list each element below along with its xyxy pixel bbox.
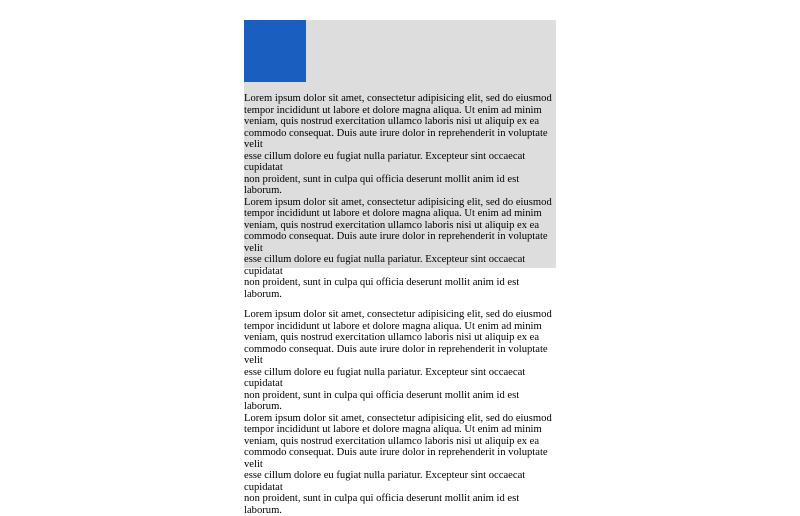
- blue-square-block: [244, 20, 306, 82]
- lorem-paragraph-2: Lorem ipsum dolor sit amet, consectetur adipisicing elit, sed do eiusmod tempor incididunt ut labore et dolore magna aliqua. Ut enim ad minim veniam, quis nostrud exercitation ullamco laboris nisi ut aliquip ex ea commodo consequat. Duis aute irure dolor in reprehenderit in voluptate velit esse cillum dolore eu fugiat nulla pariatur. Excepteur sint occaecat cupidatat non proident, sunt in culpa qui officia deserunt mollit anim id est laborum. Lorem ipsum dolor sit amet, consectetur adipisicing elit, sed do eiusmod tempor incididunt ut labore et dolore magna aliqua. Ut enim ad minim veniam, quis nostrud exercitation ullamco laboris nisi ut aliquip ex ea commodo consequat. Duis aute irure dolor in reprehenderit in voluptate velit esse cillum dolore eu fugiat nulla pariatur. Excepteur sint occaecat cupidatat non proident, sunt in culpa qui officia deserunt mollit anim id est laborum.: [244, 309, 552, 516]
- lorem-paragraph-1: Lorem ipsum dolor sit amet, consectetur adipisicing elit, sed do eiusmod tempor incididunt ut labore et dolore magna aliqua. Ut enim ad minim veniam, quis nostrud exercitation ullamco laboris nisi ut aliquip ex ea commodo consequat. Duis aute irure dolor in reprehenderit in voluptate velit esse cillum dolore eu fugiat nulla pariatur. Excepteur sint occaecat cupidatat non proident, sunt in culpa qui officia deserunt mollit anim id est laborum. Lorem ipsum dolor sit amet, consectetur adipisicing elit, sed do eiusmod tempor incididunt ut labore et dolore magna aliqua. Ut enim ad minim veniam, quis nostrud exercitation ullamco laboris nisi ut aliquip ex ea commodo consequat. Duis aute irure dolor in reprehenderit in voluptate velit esse cillum dolore eu fugiat nulla pariatur. Excepteur sint occaecat cupidatat non proident, sunt in culpa qui officia deserunt mollit anim id est laborum.: [244, 93, 552, 300]
- text-column: [244, 93, 556, 516]
